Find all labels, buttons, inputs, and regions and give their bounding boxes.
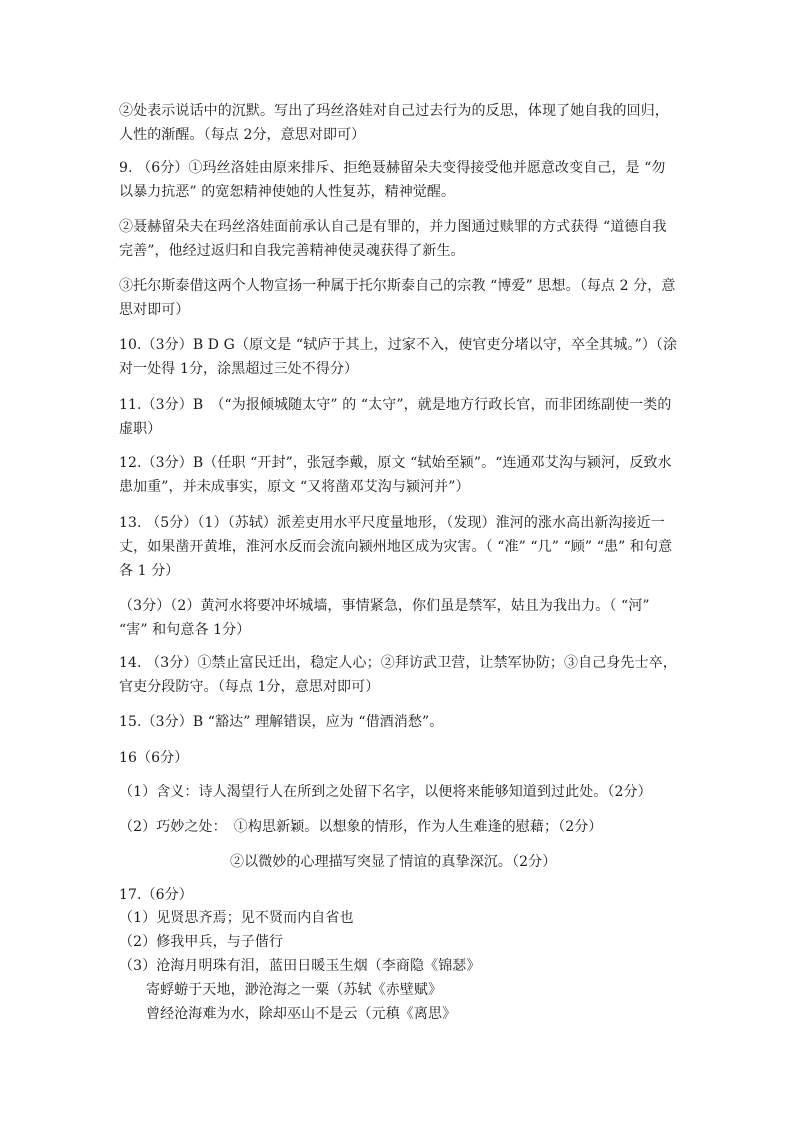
answer-17-heading: 17.（6分） bbox=[119, 887, 193, 903]
answer-11: 11.（3分）B （“为报倾城随太守” 的 “太守”，就是地方行政长官，而非团练副使一类的虚职） bbox=[119, 397, 672, 437]
answer-9-point-3: ③托尔斯泰借这两个人物宣扬一种属于托尔斯泰自己的宗教 “博爱” 思想。（每点 2 分，意思对即可） bbox=[119, 278, 676, 318]
answer-13-part-1: 13. （5分）（1）（苏轼）派差吏用水平尺度量地形，（发现）淮河的涨水高出新沟接近一丈，如果凿开黄堆，淮河水反而会流向颍州地区成为灾害。（ “准” “几” “顾” “患” 和句意各 1 分） bbox=[119, 515, 673, 579]
answer-17-part-1: （1）见贤思齐焉；见不贤而内自省也 bbox=[119, 910, 354, 926]
answer-8-point-2: ②处表示说话中的沉默。写出了玛丝洛娃对自己过去行为的反思，体现了她自我的回归，人性的渐醒。（每点 2分，意思对即可） bbox=[119, 103, 669, 143]
answer-9-point-2: ②聂赫留朵夫在玛丝洛娃面前承认自己是有罪的，并力图通过赎罪的方式获得 “道德自我完善”，他经过返归和自我完善精神使灵魂获得了新生。 bbox=[119, 219, 667, 259]
answer-9-point-1: 9. （6分）①玛丝洛娃由原来排斥、拒绝聂赫留朵夫变得接受他并愿意改变自己，是 “勿以暴力抗恶” 的宽恕精神使她的人性复苏，精神觉醒。 bbox=[119, 160, 666, 200]
answer-14: 14. （3分）①禁止富民迁出，稳定人心；②拜访武卫营，让禁军协防；③自己身先士卒，官吏分段防守。（每点 1分，意思对即可） bbox=[119, 655, 677, 695]
answer-17-part-2: （2）修我甲兵，与子偕行 bbox=[119, 934, 284, 950]
answer-13-part-2: （3分）（2）黄河水将要冲坏城墙，事情紧急，你们虽是禁军，姑且为我出力。（ “河” “害” 和句意各 1分） bbox=[119, 598, 650, 638]
answer-12: 12.（3分）B（任职 “开封”，张冠李戴，原文 “轼始至颍”。“连通邓艾沟与颍河，反致水患加重”，并未成事实，原文 “又将凿邓艾沟与颍河并”） bbox=[119, 455, 672, 495]
answer-15: 15.（3分）B “豁达” 理解错误，应为 “借酒消愁”。 bbox=[119, 714, 444, 730]
answer-16-heading: 16（6分） bbox=[119, 750, 189, 766]
answer-17-part-3-line-3: 曾经沧海难为水，除却巫山不是云（元稹《离思》 bbox=[146, 1006, 457, 1022]
answer-17-part-3-line-2: 寄蜉蝣于天地，渺沧海之一粟（苏轼《赤壁赋》 bbox=[146, 982, 443, 998]
answer-16-part-2-point-2: ②以微妙的心理描写突显了情谊的真挚深沉。（2分） bbox=[230, 854, 557, 870]
answer-10: 10.（3分）B D G（原文是 “轼庐于其上，过家不入，使官吏分堵以守，卒全其城。”）（涂对一处得 1分，涂黑超过三处不得分） bbox=[119, 337, 678, 377]
answer-16-part-2: （2）巧妙之处： ①构思新颖。以想象的情形，作为人生难逢的慰藉；（2分） bbox=[119, 819, 603, 835]
answer-16-part-1: （1）含义：诗人渴望行人在所到之处留下名字，以便将来能够知道到过此处。（2分） bbox=[119, 784, 652, 800]
answer-17-part-3-line-1: （3）沧海月明珠有泪，蓝田日暖玉生烟（李商隐《锦瑟》 bbox=[119, 958, 481, 974]
